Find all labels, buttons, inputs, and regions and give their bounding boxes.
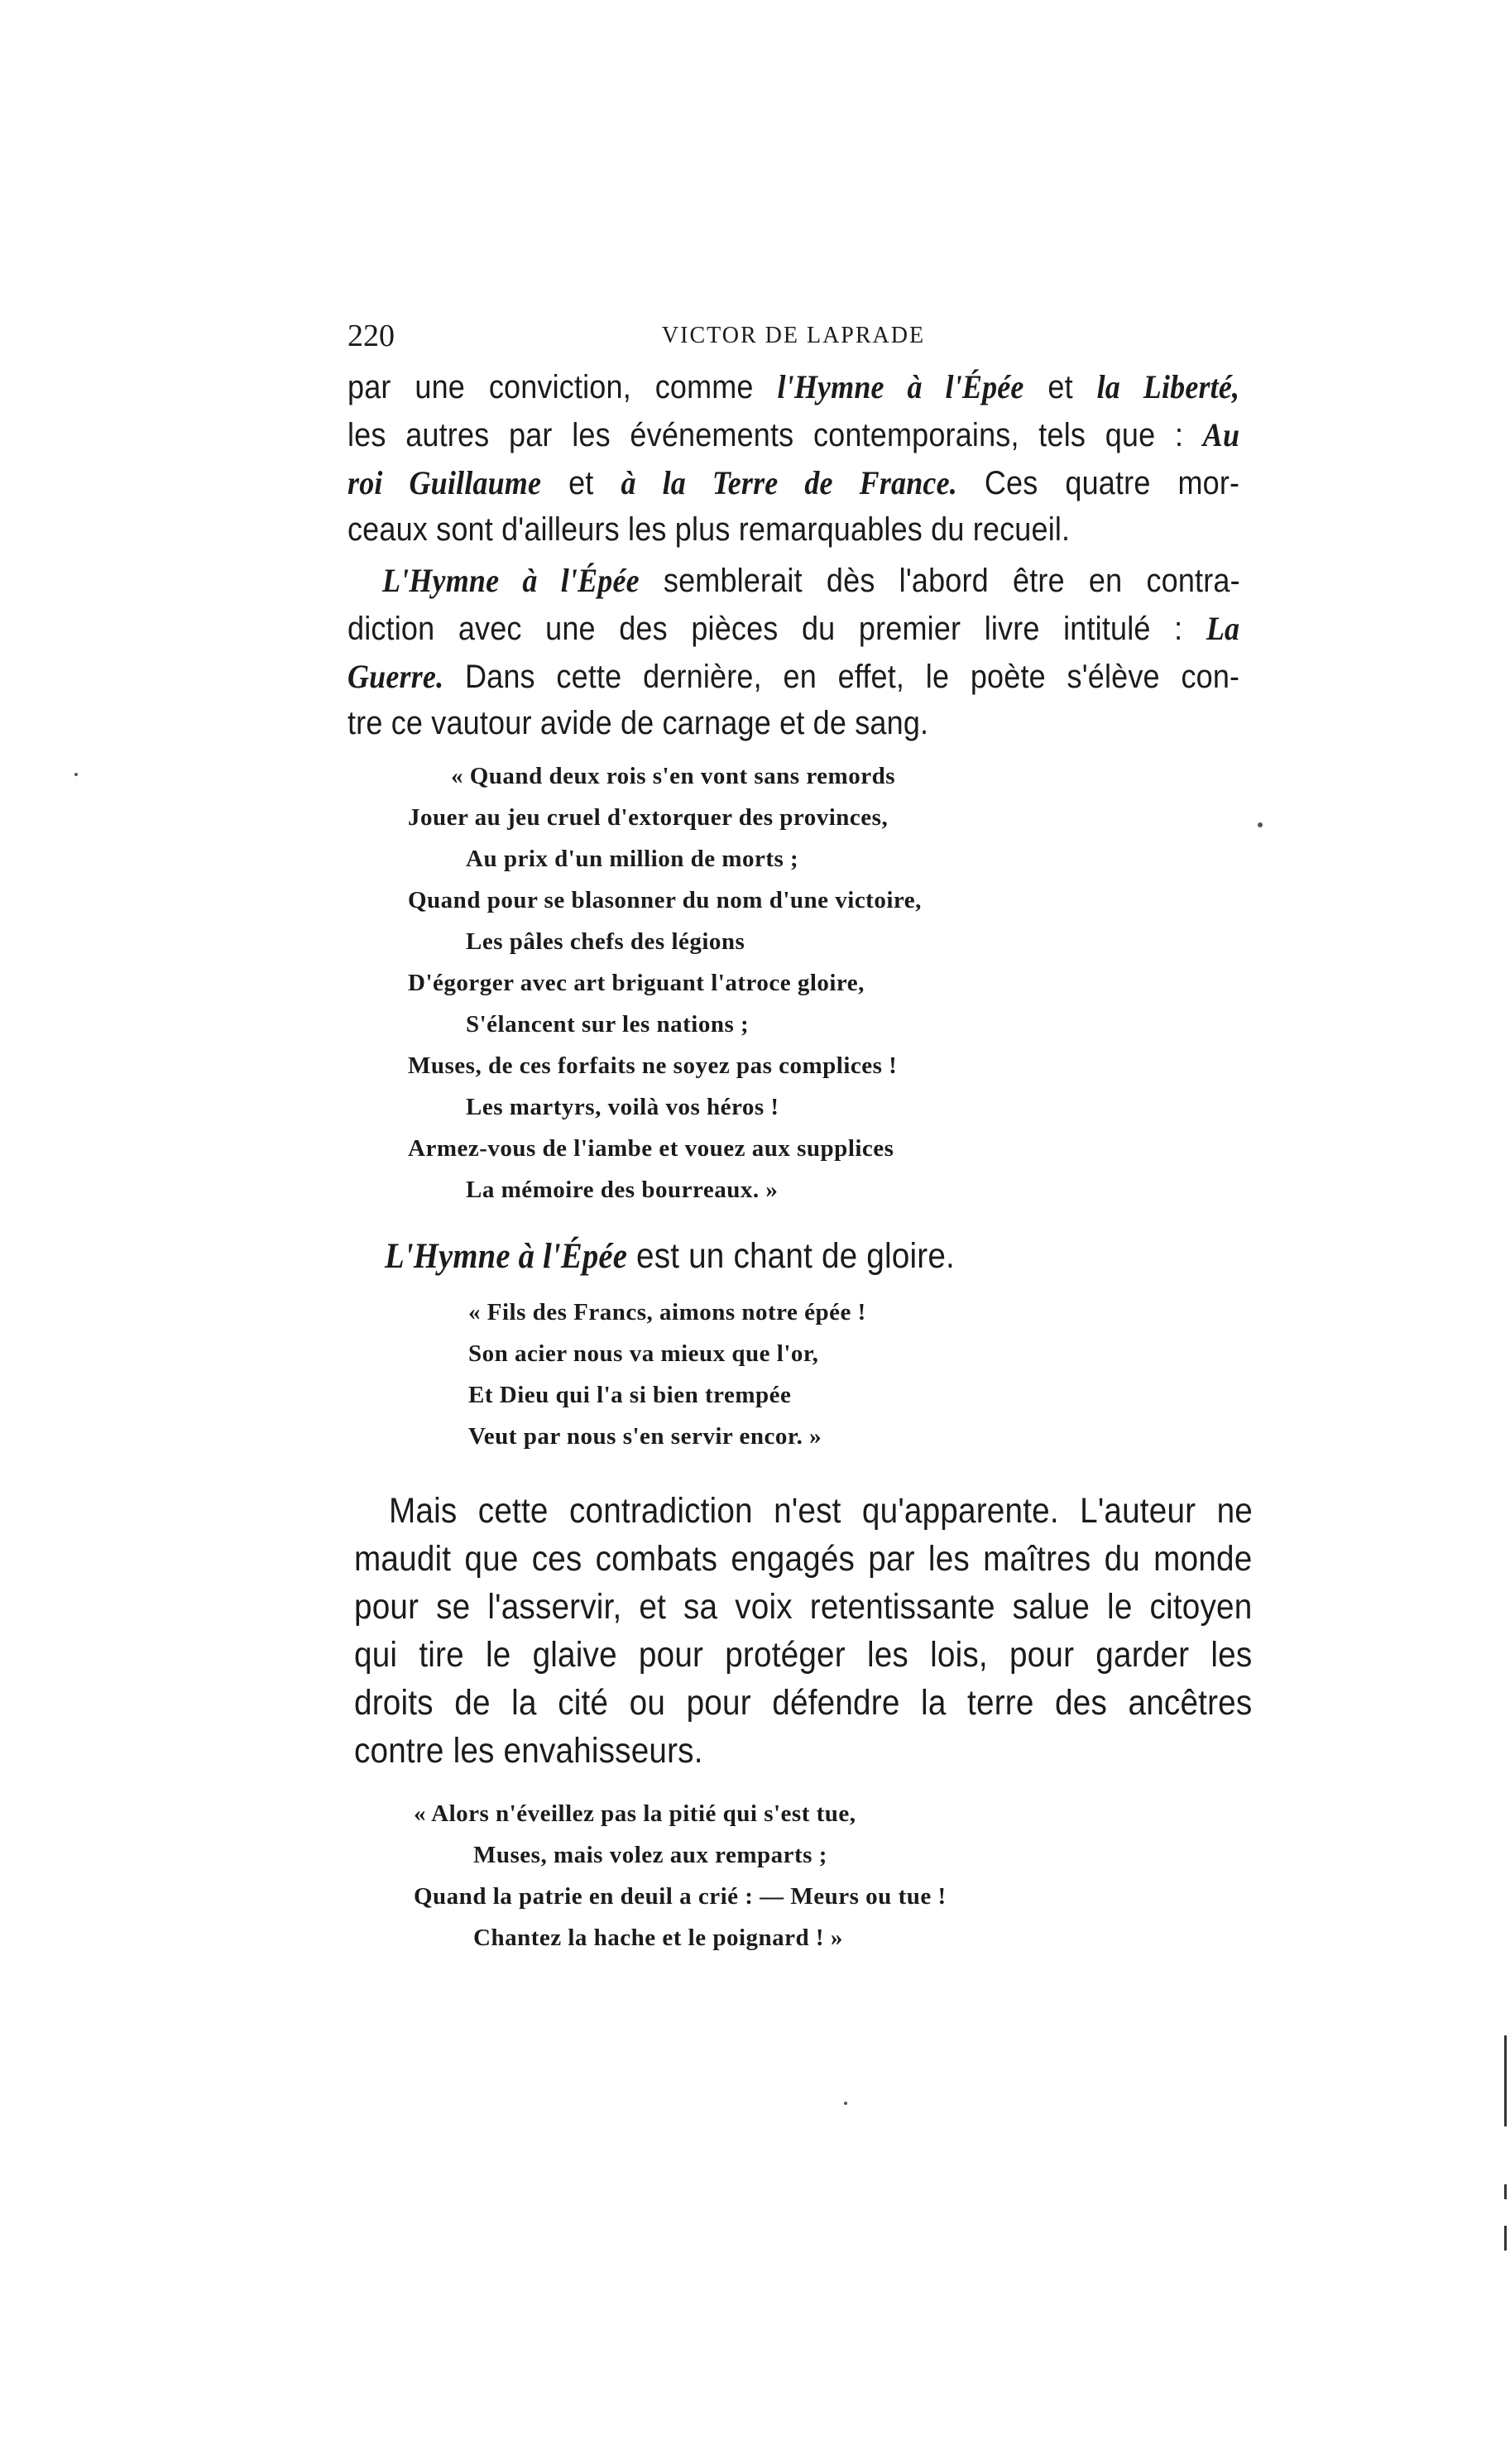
verse-1-line-6: D'égorger avec art briguant l'atroce gloire, xyxy=(408,970,865,996)
line-text xyxy=(382,561,1240,600)
paragraph-4-line-4 xyxy=(354,1635,1252,1675)
paragraph-2-line-1 xyxy=(382,561,1240,600)
paragraph-4-line-3 xyxy=(354,1587,1252,1627)
italic-title: l'Hymne à l'Épée xyxy=(777,368,1024,405)
line-text: qui tire le glaive pour protéger les lois, pour garder les xyxy=(354,1635,1253,1675)
paragraph-1-line-1 xyxy=(348,367,1239,406)
line-text xyxy=(348,609,1239,648)
verse-1-line-4: Quand pour se blasonner du nom d'une victoire, xyxy=(408,887,922,913)
paragraph-1-line-3 xyxy=(348,463,1239,502)
verse-3-line-2: Muses, mais volez aux remparts ; xyxy=(473,1842,827,1868)
italic-title: L'Hymne à l'Épée xyxy=(382,562,640,599)
text-run: diction avec une des pièces du premier livre intitulé : xyxy=(348,611,1206,647)
paragraph-2-line-3 xyxy=(348,657,1239,696)
page-number: 220 xyxy=(348,319,395,353)
text-run: semblerait dès l'abord être en contra- xyxy=(639,563,1240,599)
text-run: les autres par les événements contemporains, tels que : xyxy=(348,417,1203,453)
paragraph-2-line-2 xyxy=(348,609,1239,648)
italic-title: la Liberté, xyxy=(1096,368,1240,405)
verse-1-line-2: Jouer au jeu cruel d'extorquer des provinces, xyxy=(408,804,889,831)
verse-3-line-4: Chantez la hache et le poignard ! » xyxy=(473,1925,843,1951)
verse-1-line-9: Les martyrs, voilà vos héros ! xyxy=(466,1094,779,1120)
paragraph-4-line-2 xyxy=(354,1539,1252,1580)
paragraph-2-line-4 xyxy=(348,705,928,742)
text-run: et xyxy=(541,465,621,501)
paragraph-4-line-6 xyxy=(354,1731,703,1771)
scan-edge-mark xyxy=(1504,2226,1507,2251)
paragraph-3-line-1 xyxy=(385,1236,955,1277)
italic-title: à la Terre de France. xyxy=(621,464,957,501)
verse-3-line-3: Quand la patrie en deuil a crié : — Meurs ou tue ! xyxy=(414,1883,947,1910)
paragraph-4-line-5 xyxy=(354,1683,1252,1723)
paragraph-4-line-1 xyxy=(389,1491,1253,1532)
line-text xyxy=(348,463,1239,502)
verse-1-line-10: Armez-vous de l'iambe et vouez aux supplices xyxy=(408,1135,894,1162)
page-header xyxy=(348,318,1239,359)
verse-1-line-8: Muses, de ces forfaits ne soyez pas complices ! xyxy=(408,1052,898,1079)
scan-speck xyxy=(844,2102,847,2105)
text-run: contre les envahisseurs. xyxy=(354,1731,703,1771)
verse-2-line-2: Son acier nous va mieux que l'or, xyxy=(468,1340,819,1367)
italic-title: Guerre. xyxy=(348,658,444,695)
italic-title: L'Hymne à l'Épée xyxy=(385,1237,628,1276)
verse-2-line-4: Veut par nous s'en servir encor. » xyxy=(468,1423,822,1450)
line-text xyxy=(348,657,1239,696)
verse-1-line-7: S'élancent sur les nations ; xyxy=(466,1011,750,1038)
line-text: pour se l'asservir, et sa voix retentissante salue le citoyen xyxy=(354,1587,1253,1627)
verse-2-line-1: « Fils des Francs, aimons notre épée ! xyxy=(468,1299,866,1325)
scan-edge-mark xyxy=(1504,2035,1507,2126)
text-run: est un chant de gloire. xyxy=(627,1236,955,1276)
line-text xyxy=(348,415,1239,454)
italic-title: roi Guillaume xyxy=(348,464,542,501)
line-text xyxy=(348,367,1239,406)
text-run: ceaux sont d'ailleurs les plus remarquables du recueil. xyxy=(348,511,1071,548)
paragraph-1-line-4 xyxy=(348,511,1070,549)
line-text: droits de la cité ou pour défendre la terre des ancêtres xyxy=(354,1683,1253,1723)
line-text: maudit que ces combats engagés par les maîtres du monde xyxy=(354,1539,1253,1579)
scan-speck xyxy=(1258,822,1263,827)
verse-3-line-1: « Alors n'éveillez pas la pitié qui s'est tue, xyxy=(414,1800,856,1827)
scan-edge-mark xyxy=(1504,2184,1507,2199)
italic-title: La xyxy=(1206,610,1240,647)
paragraph-1-line-2 xyxy=(348,415,1239,454)
text-run: Dans cette dernière, en effet, le poète s'élève con- xyxy=(443,659,1240,695)
text-run: tre ce vautour avide de carnage et de sang. xyxy=(348,705,929,741)
verse-2-line-3: Et Dieu qui l'a si bien trempée xyxy=(468,1382,792,1408)
verse-1-line-5: Les pâles chefs des légions xyxy=(466,928,745,955)
text-run: et xyxy=(1023,369,1097,405)
italic-title: Au xyxy=(1202,416,1240,453)
verse-1-line-11: La mémoire des bourreaux. » xyxy=(466,1177,779,1203)
verse-1-line-1: « Quand deux rois s'en vont sans remords xyxy=(451,763,896,789)
text-run: Ces quatre mor- xyxy=(956,465,1240,501)
running-title: VICTOR DE LAPRADE xyxy=(661,323,926,348)
verse-1-line-3: Au prix d'un million de morts ; xyxy=(466,846,799,872)
scan-speck xyxy=(74,773,78,776)
text-run: par une conviction, comme xyxy=(348,369,778,405)
line-text: Mais cette contradiction n'est qu'apparente. L'auteur ne xyxy=(389,1491,1253,1531)
